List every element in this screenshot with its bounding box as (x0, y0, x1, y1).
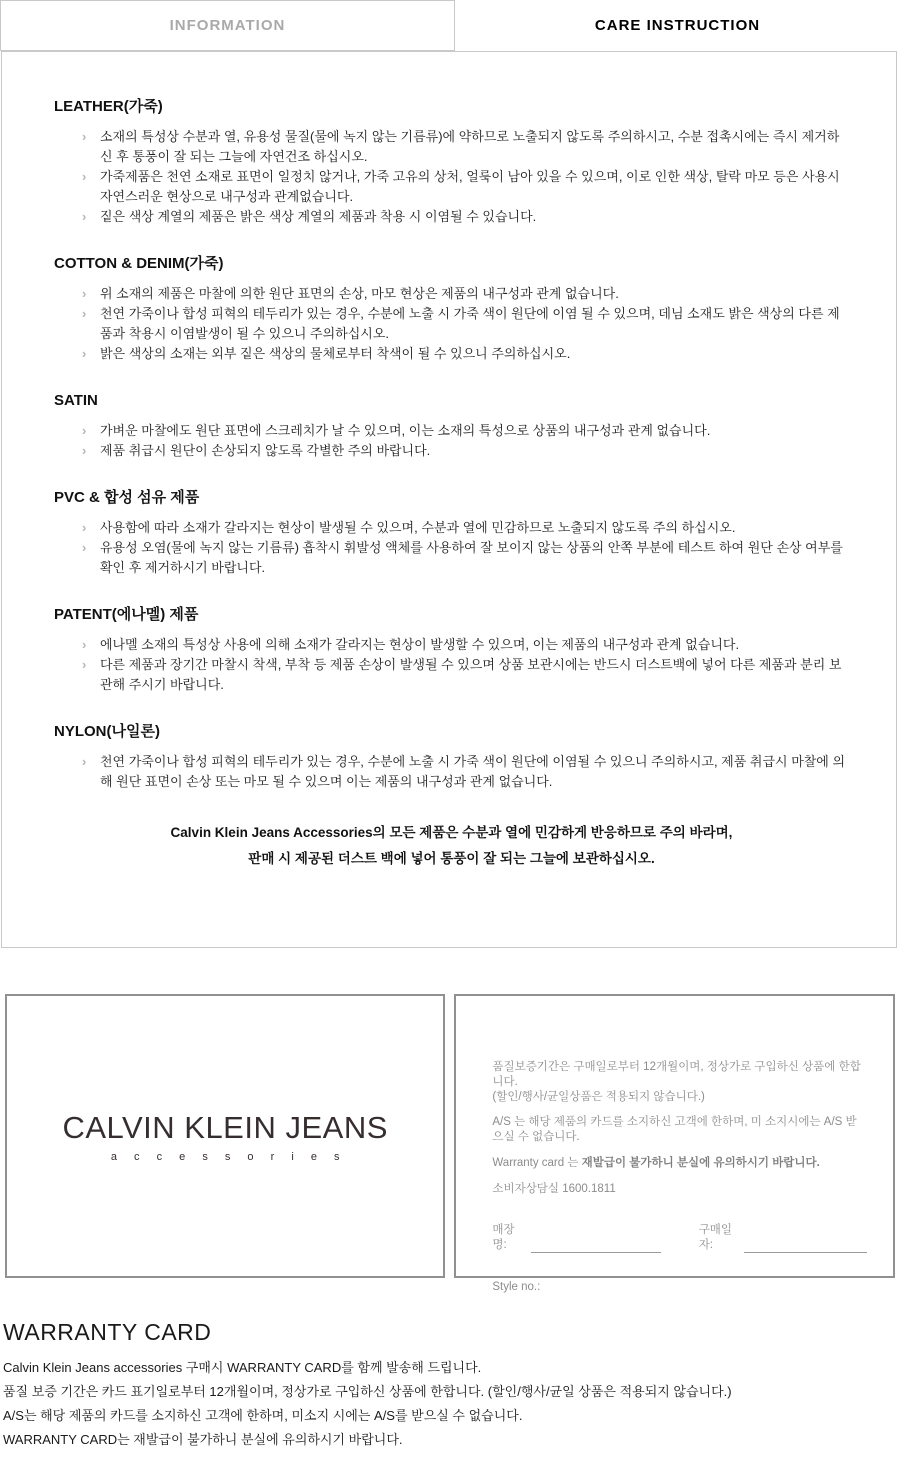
care-bullet (52, 635, 851, 655)
purchase-date-blank-line (744, 1241, 867, 1253)
care-bullet-text: 소재의 특성상 수분과 열, 유용성 물질(물에 녹지 않는 기름류)에 약하므로 노출되지 않도록 주의하시고, 수분 접촉시에는 즉시 제거하신 후 통풍이 잘 되는 그늘에 자연건조 하십시오. (100, 129, 840, 164)
store-name-blank-line (531, 1241, 661, 1253)
care-bullet (52, 421, 851, 441)
warranty-info-line: A/S는 해당 제품의 카드를 소지하신 고객에 한하며, 미소지 시에는 A/S를 받으실 수 없습니다. (3, 1408, 523, 1423)
care-bullet-text: 천연 가죽이나 합성 피혁의 테두리가 있는 경우, 수분에 노출 시 가죽 색이 원단에 이염 될 수 있으며, 데님 소재도 밝은 색상의 다른 제품과 착용시 이염발생이 될 수 있으니 주의하십시오. (100, 306, 840, 341)
care-section-leather (52, 98, 851, 227)
care-bullet-text: 가죽제품은 천연 소재로 표면이 일정치 않거나, 가죽 고유의 상처, 얼룩이 남아 있을 수 있으며, 이로 인한 색상, 탈락 마모 등은 사용시 자연스러운 현상으로 내구성과 관계없습니다. (100, 169, 840, 204)
care-bullet-text: 다른 제품과 장기간 마찰시 착색, 부착 등 제품 손상이 발생될 수 있으며 상품 보관시에는 반드시 더스트백에 넣어 다른 제품과 분리 보관해 주시기 바랍니다. (100, 657, 842, 692)
care-bullet (52, 127, 851, 167)
tab-bar (0, 0, 900, 51)
warranty-info-line: WARRANTY CARD는 재발급이 불가하니 분실에 유의하시기 바랍니다. (3, 1432, 403, 1447)
care-bullet-text: 위 소재의 제품은 마찰에 의한 원단 표면의 손상, 마모 현상은 제품의 내구성과 관계 없습니다. (100, 286, 619, 301)
warranty-info-line: 품질 보증 기간은 카드 표기일로부터 12개월이며, 정상가로 구입하신 상품에 한합니다. (할인/행사/균일 상품은 적용되지 않습니다.) (3, 1384, 732, 1399)
care-bullet-list (52, 635, 851, 695)
care-bullet (52, 441, 851, 461)
care-bullet-text: 사용함에 따라 소재가 갈라지는 현상이 발생될 수 있으며, 수분과 열에 민감하므로 노출되지 않도록 주의 하십시오. (100, 520, 736, 535)
chevron-right-icon: › (82, 754, 87, 769)
care-bullet (52, 518, 851, 538)
store-name-label: 매장명: (492, 1224, 515, 1251)
warranty-terms-line2: (할인/행사/균일상품은 적용되지 않습니다.) (492, 1091, 705, 1103)
warranty-info-line: Calvin Klein Jeans accessories 구매시 WARRANTY CARD를 함께 발송해 드립니다. (3, 1360, 482, 1375)
care-section-nylon (52, 723, 851, 792)
chevron-right-icon: › (82, 306, 87, 321)
care-section-satin (52, 392, 851, 461)
care-section-title: NYLON(나일론) (54, 723, 160, 740)
consumer-hotline: 소비자상담실 1600.1811 (492, 1183, 616, 1195)
care-bullet-list (52, 752, 851, 792)
style-no-label: Style no.: (492, 1281, 541, 1293)
care-bullet-list (52, 284, 851, 364)
warranty-card-front (5, 994, 445, 1278)
care-instruction-panel (1, 51, 897, 948)
store-purchase-row (492, 1223, 867, 1253)
care-bullet-text: 짙은 색상 계열의 제품은 밝은 색상 계열의 제품과 착용 시 이염될 수 있습니다. (100, 209, 537, 224)
care-bullet (52, 655, 851, 695)
care-section-title: PATENT(에나멜) 제품 (54, 606, 199, 623)
chevron-right-icon: › (82, 520, 87, 535)
care-bullet (52, 207, 851, 227)
care-bullet-text: 밝은 색상의 소재는 외부 짙은 색상의 물체로부터 착색이 될 수 있으니 주의하십시오. (100, 346, 571, 361)
warranty-info-title: WARRANTY CARD (3, 1319, 212, 1345)
care-note (52, 820, 851, 872)
warranty-reissue-prefix: Warranty card 는 (492, 1157, 582, 1169)
brand-logo: CALVIN KLEIN JEANS (62, 1109, 388, 1145)
warranty-as-line: A/S 는 해당 제품의 카드를 소지하신 고객에 한하며, 미 소지시에는 A/S 받으실 수 없습니다. (492, 1116, 857, 1143)
care-bullet (52, 538, 851, 578)
purchase-date-field (699, 1223, 867, 1253)
care-bullet-text: 가벼운 마찰에도 원단 표면에 스크레치가 날 수 있으며, 이는 소재의 특성으로 상품의 내구성과 관계 없습니다. (100, 423, 711, 438)
warranty-cards (5, 994, 895, 1293)
care-section-cotton-denim (52, 255, 851, 364)
care-bullet-text: 제품 취급시 원단이 손상되지 않도록 각별한 주의 바랍니다. (100, 443, 431, 458)
chevron-right-icon: › (82, 286, 87, 301)
tab-care-instruction[interactable]: CARE INSTRUCTION (594, 17, 761, 34)
chevron-right-icon: › (82, 169, 87, 184)
chevron-right-icon: › (82, 657, 87, 672)
warranty-card-back (454, 994, 895, 1293)
chevron-right-icon: › (82, 209, 87, 224)
warranty-reissue-bold: 재발급이 불가하니 분실에 유의하시기 바랍니다. (581, 1157, 820, 1169)
warranty-reissue-line (492, 1156, 867, 1171)
chevron-right-icon: › (82, 129, 87, 144)
care-bullet (52, 167, 851, 207)
care-section-title: LEATHER(가죽) (54, 98, 163, 115)
care-bullet-text: 에나멜 소재의 특성상 사용에 의해 소재가 갈라지는 현상이 발생할 수 있으며, 이는 제품의 내구성과 관계 없습니다. (100, 637, 740, 652)
chevron-right-icon: › (82, 443, 87, 458)
warranty-info-section (3, 1319, 895, 1448)
chevron-right-icon: › (82, 346, 87, 361)
care-note-line2: 판매 시 제공된 더스트 백에 넣어 통풍이 잘 되는 그늘에 보관하십시오. (248, 851, 655, 866)
warranty-terms (492, 1060, 867, 1105)
care-section-title: PVC & 합성 섬유 제품 (54, 489, 200, 506)
care-section-title: COTTON & DENIM(가죽) (54, 255, 224, 272)
purchase-date-label: 구매일자: (698, 1224, 733, 1251)
care-bullet-text: 천연 가죽이나 합성 피혁의 테두리가 있는 경우, 수분에 노출 시 가죽 색이 원단에 이염될 수 있으니 주의하시고, 제품 취급시 마찰에 의해 원단 표면이 손상 또는 마모 될 수 있으며 이는 제품의 내구성과 관계 없습니다. (100, 754, 846, 789)
brand-logo-subtext: a c c e s s o r i e s (110, 1150, 347, 1163)
care-section-title: SATIN (54, 392, 98, 409)
warranty-terms-line1: 품질보증기간은 구매일로부터 12개월이며, 정상가로 구입하신 상품에 한합니다. (492, 1061, 861, 1088)
chevron-right-icon: › (82, 423, 87, 438)
care-bullet (52, 304, 851, 344)
care-bullet (52, 284, 851, 304)
chevron-right-icon: › (82, 540, 87, 555)
tab-information[interactable]: INFORMATION (0, 0, 455, 51)
care-bullet-text: 유용성 오염(물에 녹지 않는 기름류) 흡착시 휘발성 액체를 사용하여 잘 보이지 않는 상품의 안쪽 부분에 테스트 하여 원단 손상 여부를 확인 후 제거하시기 바랍니다. (100, 540, 843, 575)
care-bullet-list (52, 421, 851, 461)
care-bullet-list (52, 518, 851, 578)
chevron-right-icon: › (82, 637, 87, 652)
care-note-line1: Calvin Klein Jeans Accessories의 모든 제품은 수분과 열에 민감하게 반응하므로 주의 바라며, (170, 825, 733, 840)
care-section-patent (52, 606, 851, 695)
care-bullet-list (52, 127, 851, 227)
care-section-pvc (52, 489, 851, 578)
care-bullet (52, 344, 851, 364)
care-bullet (52, 752, 851, 792)
store-name-field (492, 1223, 660, 1253)
